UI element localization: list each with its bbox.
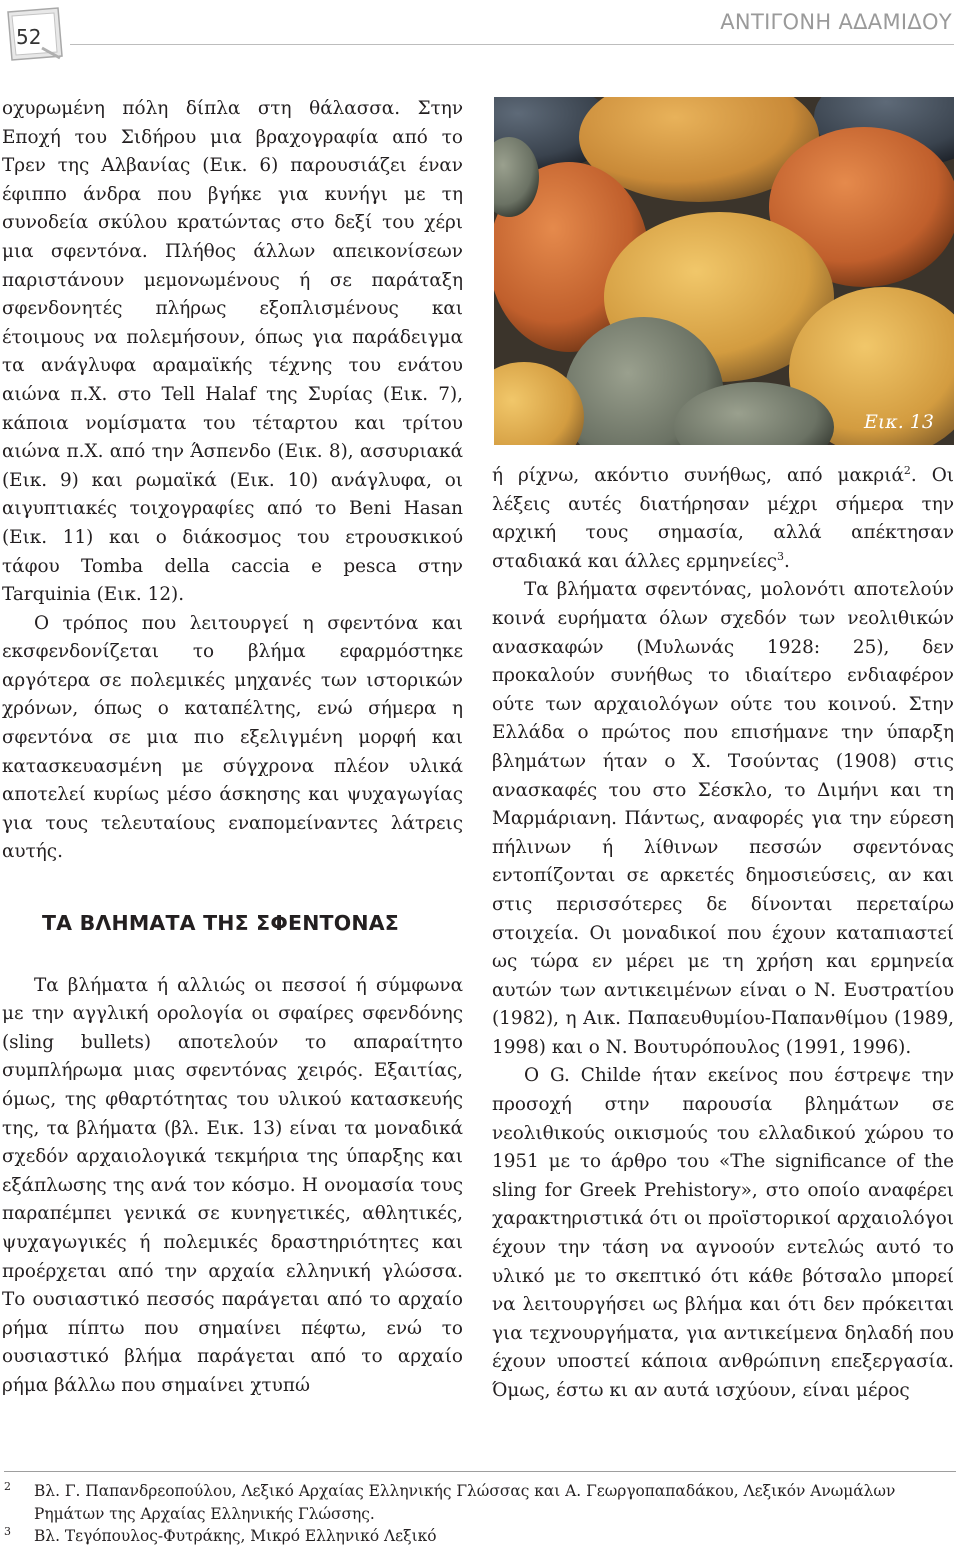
left-paragraph-1: οχυρωμένη πόλη δίπλα στη θάλασσα. Στην Εποχή του Σιδήρου μια βραχογραφία από το Τρεν της Αλβανίας (Εικ. 6) παρουσιάζει έναν έφιππο άνδρα που βγήκε για κυνήγι με τη συνοδεία σκύλου κρατώντας στο δεξί του χέρι μια σφεντόνα. Πλήθος άλλων απεικονίσεων παριστάνουν μεμονωμένους ή σε παράταξη σφενδονητές πλήρως εξοπλισμένους και έτοιμους να πολεμήσουν, όπως για παράδειγμα τα ανάγλυφα αραμαϊκής τέχνης του ενάτου αιώνα π.Χ. στο Tell Halaf της Συρίας (Εικ. 7), κάποια νομίσματα του τέταρτου και τρίτου αιώνα π.Χ. από την Άσπενδο (Εικ. 8), ασσυριακά (Εικ. 9) και ρωμαϊκά (Εικ. 10) ανάγλυφα, οι αιγυπτιακές τοιχογραφίες από το Beni Hasan (Εικ. 11) και ο διάκοσμος του ετρουσκικού τάφου Tomba della caccia e pesca στην Tarquinia (Εικ. 12).: [2, 98, 463, 606]
footnote-mark: 3: [4, 1525, 11, 1538]
footnote-3: [4, 1525, 956, 1548]
left-column: [2, 95, 463, 1401]
left-paragraph-3: Τα βλήματα ή αλλιώς οι πεσσοί ή σύμφωνα με την αγγλική ορολογία οι σφαίρες σφενδόνης (sling bullets) αποτελούν το απαραίτητο συμπλήρωμα μιας σφεντόνας χειρός. Εξαιτίας, όμως, της φθαρτότητας του υλικού κατασκευής της, τα βλήματα (βλ. Εικ. 13) είναι τα μοναδικά σχεδόν αρχαιολογικά τεκμήρια της ύπαρξης και εξάπλωσης της ανά τον κόσμο. Η ονομασία τους παραπέμπει γενικά σε κυνηγετικές, αθλητικές, ψυχαγωγικές ή πολεμικές δραστηριότητες και προέρχεται από την αρχαία ελληνική γλώσσα. Το ουσιαστικό πεσσός παράγεται από το αρχαίο ρήμα πίπτω που σημαίνει πέφτω, ενώ το ουσιαστικό βλήμα παράγεται από το αρχαίο ρήμα βάλλω που σημαίνει χτυπώ: [2, 974, 463, 1396]
section-heading: ΤΑ ΒΛΗΜΑΤΑ ΤΗΣ ΣΦΕΝΤΟΝΑΣ: [42, 911, 399, 936]
running-head-author: ΑΝΤΙΓΟΝΗ ΑΔΑΜΙΔΟΥ: [720, 10, 952, 34]
sling-stones-photo: [494, 97, 954, 445]
page-number: 52: [16, 25, 42, 49]
page-header: [0, 0, 960, 70]
right-paragraph-2: Τα βλήματα σφεντόνας, μολονότι αποτελούν κοινά ευρήματα όλων σχεδόν των νεολιθικών ανασκαφών (Μυλωνάς 1928: 25), δεν προκαλούν συνήθως το ιδιαίτερο ενδιαφέρον ούτε των αρχαιολόγων ούτε του κοινού. Στην Ελλάδα ο πρώτος που επισήμανε την ύπαρξη βλημάτων ήταν ο Χ. Τσούντας (1908) στις ανασκαφές του στο Σέσκλο, το Διμήνι και τη Μαρμάριανη. Πάντως, αναφορές για την εύρεση πήλινων ή λίθινων πεσσών σφεντόνας εντοπίζονται σε αρκετές δημοσιεύσεις, αν και στις περισσότερες δε δίνονται περεταίρω στοιχεία. Οι μοναδικοί που έχουν καταπιαστεί ως τώρα εν μέρει με τη χρήση και ερμηνεία αυτών των αντικειμένων είναι ο Ν. Ευστρατίου (1982), η Αικ. Παπαευθυμίου-Παπανθίμου (1989, 1998) και ο Ν. Βουτυρόπουλος (1991, 1996).: [492, 579, 954, 1058]
right-paragraph-1-part-a: ή ρίχνω, ακόντιο συνήθως, από μακριά: [492, 465, 904, 486]
right-paragraph-1: [492, 462, 954, 576]
right-paragraph-1-part-c: .: [784, 550, 790, 572]
footnote-ref-3: 3: [777, 549, 785, 563]
left-paragraph-2: Ο τρόπος που λειτουργεί η σφεντόνα και εκσφενδονίζεται το βλήμα εφαρμόστηκε αργότερα σε πολεμικές μηχανές των ιστορικών χρόνων, όπως ο καταπέλτης, ενώ σήμερα η σφεντόνα σε μια πιο εξελιγμένη μορφή και κατασκευασμένη με σύγχρονα πλέον υλικά αποτελεί κυρίως μέσο άσκησης και ψυχαγωγίας για τους τελευταίους εναπομείναντες λάτρεις αυτής.: [2, 612, 463, 863]
header-rule: [70, 44, 954, 45]
footnote-2: [4, 1480, 956, 1525]
footnotes: [4, 1480, 956, 1548]
footnote-text: Βλ. Γ. Παπανδρεοπούλου, Λεξικό Αρχαίας Ελληνικής Γλώσσας και Α. Γεωργοπαπαδάκου, Λεξικόν Ανωμάλων Ρημάτων της Αρχαίας Ελληνικής Γλώσσης.: [34, 1482, 896, 1523]
right-paragraph-1-part-b: . Οι λέξεις αυτές διατήρησαν μέχρι σήμερα την αρχική τους σημασία, αλλά απέκτησαν σταδιακά και άλλες ερμηνείες: [492, 465, 954, 572]
footnote-mark: 2: [4, 1480, 11, 1493]
page-number-badge: [4, 6, 62, 58]
figure-caption: Εικ. 13: [863, 411, 934, 433]
footnote-text: Βλ. Τεγόπουλος-Φυτράκης, Μικρό Ελληνικό Λεξικό: [34, 1527, 437, 1545]
footnote-rule: [4, 1471, 956, 1472]
right-paragraph-3: Ο G. Childe ήταν εκείνος που έστρεψε την προσοχή στην παρουσία βλημάτων σε νεολιθικούς οικισμούς του ελλαδικού χώρου το 1951 με το άρθρο του «The significance of the sling for Greek Prehistory», στο οποίο αναφέρει χαρακτηριστικά ότι οι προϊστορικοί αρχαιολόγοι έχουν την τάση να αγνοούν εντελώς αυτό το υλικό με το σκεπτικό ότι κάθε βότσαλο μπορεί να λειτουργήσει ως βλήμα και ότι δεν πρόκειται για τεχνουργήματα, για αντικείμενα δηλαδή που έχουν υποστεί κάποια ανθρώπινη επεξεργασία. Όμως, έστω κι αν αυτά ισχύουν, είναι μέρος: [492, 1065, 954, 1401]
footnote-ref-2: 2: [903, 463, 911, 477]
right-column: [492, 462, 954, 1406]
figure-13: [494, 97, 954, 445]
